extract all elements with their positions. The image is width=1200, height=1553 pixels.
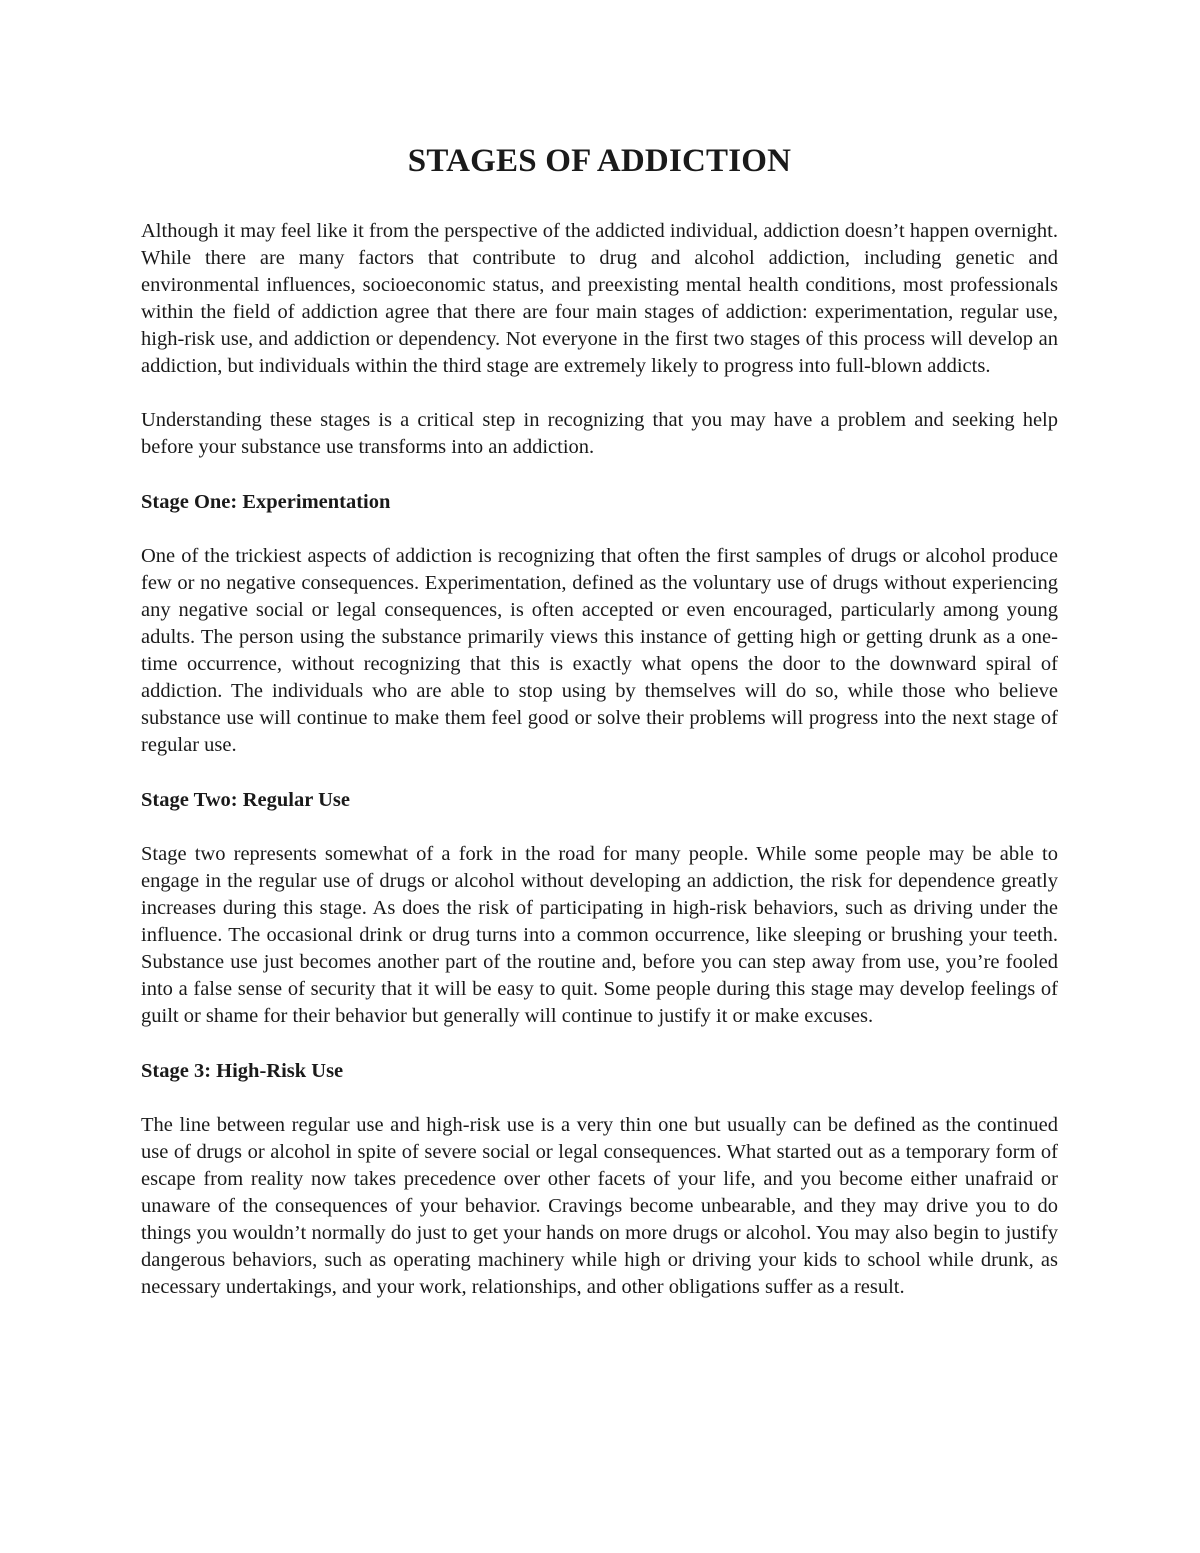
section-body-experimentation: One of the trickiest aspects of addiction is recognizing that often the first samples of drugs or alcohol produce few or no negative consequences. Experimentation, defined as the voluntary use of drugs without experiencing any negative social or legal consequences, is often accepted or even encouraged, particularly among young adults. The person using the substance primarily views this instance of getting high or getting drunk as a one-time occurrence, without recognizing that this is exactly what opens the door to the downward spiral of addiction. The individuals who are able to stop using by themselves will do so, while those who believe substance use will continue to make them feel good or solve their problems will progress into the next stage of regular use. [141, 545, 1058, 756]
section-body-regular-use: Stage two represents somewhat of a fork in the road for many people. While some people may be able to engage in the regular use of drugs or alcohol without developing an addiction, the risk for dependence greatly increases during this stage. As does the risk of participating in high-risk behaviors, such as driving under the influence. The occasional drink or drug turns into a common occurrence, like sleeping or brushing your teeth. Substance use just becomes another part of the routine and, before you can step away from use, you’re fooled into a false sense of security that it will be easy to quit. Some people during this stage may develop feelings of guilt or shame for their behavior but generally will continue to justify it or make excuses. [141, 843, 1058, 1027]
section-body-high-risk-use: The line between regular use and high-risk use is a very thin one but usually can be defined as the continued use of drugs or alcohol in spite of severe social or legal consequences. What started out as a temporary form of escape from reality now takes precedence over other facets of your life, and you become either unafraid or unaware of the consequences of your behavior. Cravings become unbearable, and they may drive you to do things you wouldn’t normally do just to get your hands on more drugs or alcohol. You may also begin to justify dangerous behaviors, such as operating machinery while high or driving your kids to school while drunk, as necessary undertakings, and your work, relationships, and other obligations suffer as a result. [141, 1114, 1058, 1298]
intro-paragraph: Although it may feel like it from the perspective of the addicted individual, addiction doesn’t happen overnight. While there are many factors that contribute to drug and alcohol addiction, including genetic and environmental influences, socioeconomic status, and preexisting mental health conditions, most professionals within the field of addiction agree that there are four main stages of addiction: experimentation, regular use, high-risk use, and addiction or dependency. Not everyone in the first two stages of this process will develop an addiction, but individuals within the third stage are extremely likely to progress into full-blown addicts. [141, 220, 1058, 377]
intro-paragraph: Understanding these stages is a critical step in recognizing that you may have a problem and seeking help before your substance use transforms into an addiction. [141, 409, 1058, 458]
section-heading-regular-use: Stage Two: Regular Use [141, 789, 350, 811]
section-heading-experimentation: Stage One: Experimentation [141, 491, 391, 513]
document-page [141, 140, 1058, 1301]
section-heading-high-risk-use: Stage 3: High-Risk Use [141, 1060, 344, 1082]
document-title: STAGES OF ADDICTION [407, 143, 792, 179]
